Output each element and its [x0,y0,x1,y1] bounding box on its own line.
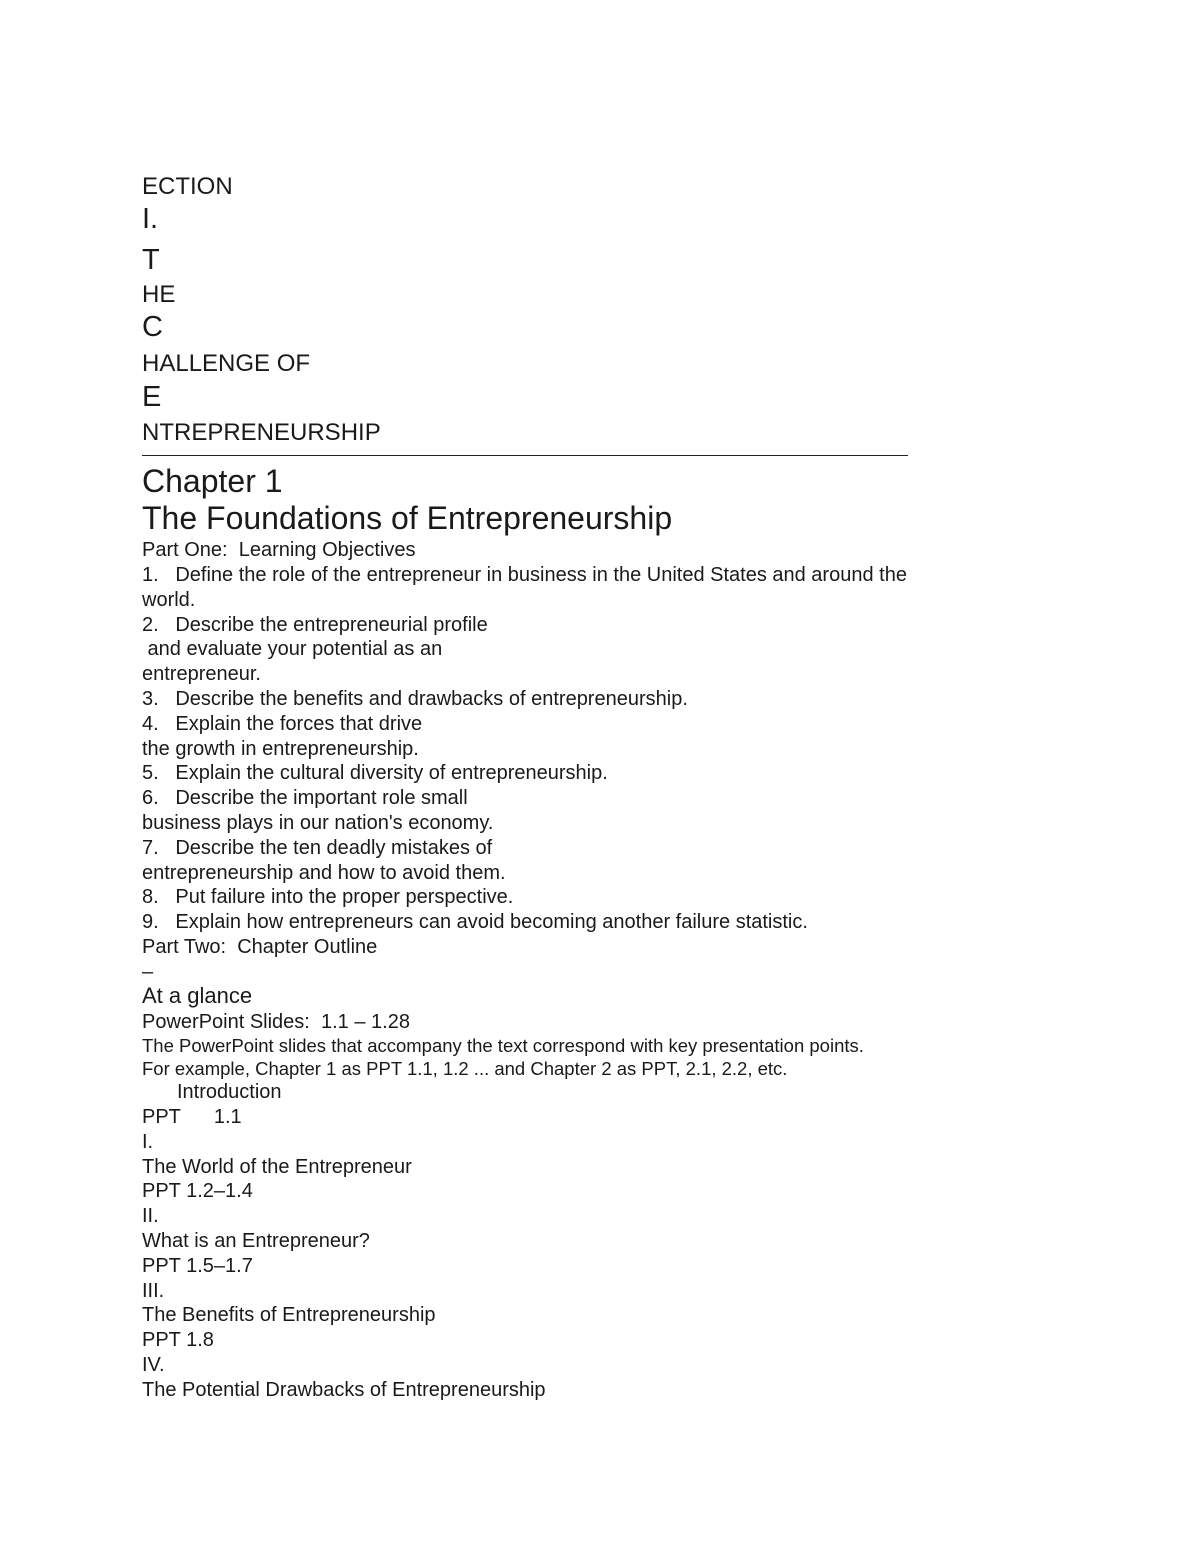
section-title-line: NTREPRENEURSHIP [142,419,381,446]
section-title-line: I. [142,203,159,235]
outline-line: The Potential Drawbacks of Entrepreneurship [142,1379,546,1401]
objective-line: entrepreneur. [142,663,261,685]
outline-line: The Benefits of Entrepreneurship [142,1304,436,1326]
objective-line: 4. Explain the forces that drive [142,713,423,735]
chapter-number: Chapter 1 [142,463,283,499]
outline-line: PPT 1.2–1.4 [142,1180,253,1202]
powerpoint-slides: PowerPoint Slides: 1.1 – 1.28 [142,1011,410,1033]
outline-line: PPT 1.5–1.7 [142,1255,253,1277]
note-line: For example, Chapter 1 as PPT 1.1, 1.2 ... and Chapter 2 as PPT, 2.1, 2.2, etc. [142,1058,788,1079]
outline-line: III. [142,1280,165,1302]
outline-line: PPT 1.8 [142,1329,214,1351]
objective-line: 2. Describe the entrepreneurial profile [142,614,488,636]
objective-line: 3. Describe the benefits and drawbacks of entrepreneurship. [142,688,688,710]
section-title-line: HE [142,281,176,308]
section-title-line: C [142,311,163,343]
section-title-line: HALLENGE OF [142,350,311,377]
dash: – [142,961,154,983]
outline-line: The World of the Entrepreneur [142,1156,412,1178]
outline-line: What is an Entrepreneur? [142,1230,370,1252]
objective-line: 5. Explain the cultural diversity of entrepreneurship. [142,762,608,784]
chapter-title: The Foundations of Entrepreneurship [142,500,673,536]
note-line: The PowerPoint slides that accompany the text correspond with key presentation points. [142,1035,864,1056]
objective-line: entrepreneurship and how to avoid them. [142,862,506,884]
section-divider [142,455,908,456]
objective-line: world. [142,589,196,611]
objective-line: 9. Explain how entrepreneurs can avoid becoming another failure statistic. [142,911,808,933]
objective-line: 8. Put failure into the proper perspective. [142,886,514,908]
section-title-line: ECTION [142,173,233,200]
outline-line: PPT 1.1 [142,1106,242,1128]
outline-line: II. [142,1205,159,1227]
objective-line: 1. Define the role of the entrepreneur in business in the United States and around the [142,564,907,586]
objective-line: 6. Describe the important role small [142,787,468,809]
outline-line: IV. [142,1354,165,1376]
objective-line: business plays in our nation's economy. [142,812,494,834]
objective-line: the growth in entrepreneurship. [142,738,419,760]
introduction-heading: Introduction [177,1081,282,1103]
objective-line: 7. Describe the ten deadly mistakes of [142,837,493,859]
objective-line: and evaluate your potential as an [142,638,443,660]
outline-line: I. [142,1131,154,1153]
part-one-heading: Part One: Learning Objectives [142,539,416,561]
at-a-glance-heading: At a glance [142,983,253,1008]
section-title-line: T [142,244,160,276]
part-two-heading: Part Two: Chapter Outline [142,936,378,958]
section-title-line: E [142,381,162,413]
